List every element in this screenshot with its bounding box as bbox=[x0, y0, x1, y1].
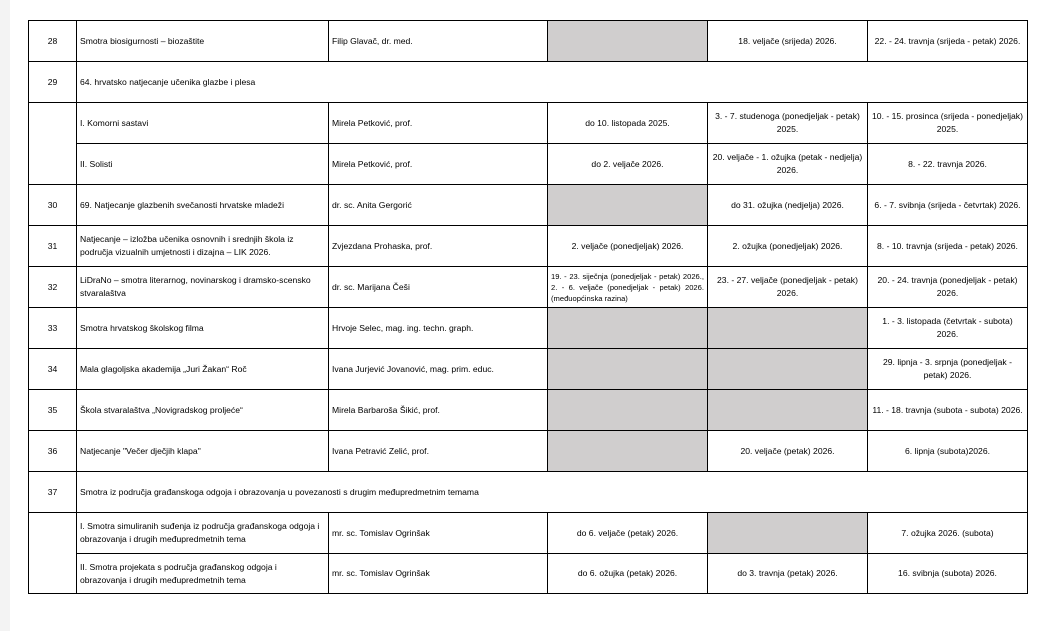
regional-level-date: 18. veljače (srijeda) 2026. bbox=[708, 21, 868, 62]
school-level-date: do 6. veljače (petak) 2026. bbox=[548, 513, 708, 554]
school-level-date: do 10. listopada 2025. bbox=[548, 103, 708, 144]
national-level-date: 11. - 18. travnja (subota - subota) 2026. bbox=[868, 390, 1028, 431]
regional-level-date: 20. veljače - 1. ožujka (petak - nedjelja) 2026. bbox=[708, 144, 868, 185]
row-number: 34 bbox=[29, 349, 77, 390]
regional-level-date: do 31. ožujka (nedjelja) 2026. bbox=[708, 185, 868, 226]
coordinator: Ivana Petravić Zelić, prof. bbox=[329, 431, 548, 472]
school-level-date: do 6. ožujka (petak) 2026. bbox=[548, 554, 708, 594]
row-number-empty bbox=[29, 513, 77, 594]
table-row bbox=[29, 390, 1028, 431]
coordinator: Zvjezdana Prohaska, prof. bbox=[329, 226, 548, 267]
competition-name: Smotra hrvatskog školskog filma bbox=[77, 308, 329, 349]
competition-name: LiDraNo – smotra literarnog, novinarskog i dramsko-scensko stvaralaštva bbox=[77, 267, 329, 308]
competition-name: Mala glagoljska akademija „Juri Žakan“ Roč bbox=[77, 349, 329, 390]
table-row bbox=[29, 267, 1028, 308]
school-level-date bbox=[548, 21, 708, 62]
row-number: 33 bbox=[29, 308, 77, 349]
school-level-date bbox=[548, 308, 708, 349]
regional-level-date: 3. - 7. studenoga (ponedjeljak - petak) 2025. bbox=[708, 103, 868, 144]
table-row bbox=[29, 226, 1028, 267]
competition-name: Smotra iz područja građanskoga odgoja i obrazovanja u povezanosti s drugim međupredmetnim temama bbox=[77, 472, 1028, 513]
coordinator: Mirela Petković, prof. bbox=[329, 144, 548, 185]
national-level-date: 7. ožujka 2026. (subota) bbox=[868, 513, 1028, 554]
competition-name: Natjecanje "Večer dječjih klapa" bbox=[77, 431, 329, 472]
school-level-date: do 2. veljače 2026. bbox=[548, 144, 708, 185]
document-page bbox=[10, 0, 1055, 631]
table-row bbox=[29, 431, 1028, 472]
regional-level-date: 2. ožujka (ponedjeljak) 2026. bbox=[708, 226, 868, 267]
national-level-date: 8. - 22. travnja 2026. bbox=[868, 144, 1028, 185]
school-level-date: 2. veljače (ponedjeljak) 2026. bbox=[548, 226, 708, 267]
regional-level-date: 20. veljače (petak) 2026. bbox=[708, 431, 868, 472]
table-row bbox=[29, 472, 1028, 513]
national-level-date: 6. lipnja (subota)2026. bbox=[868, 431, 1028, 472]
national-level-date: 20. - 24. travnja (ponedjeljak - petak) 2026. bbox=[868, 267, 1028, 308]
table-row bbox=[29, 308, 1028, 349]
regional-level-date: 23. - 27. veljače (ponedjeljak - petak) 2026. bbox=[708, 267, 868, 308]
coordinator: mr. sc. Tomislav Ogrinšak bbox=[329, 554, 548, 594]
national-level-date: 1. - 3. listopada (četvrtak - subota) 2026. bbox=[868, 308, 1028, 349]
competition-name: Smotra biosigurnosti – biozaštite bbox=[77, 21, 329, 62]
table-row bbox=[29, 513, 1028, 554]
row-number: 29 bbox=[29, 62, 77, 103]
table-row bbox=[29, 554, 1028, 594]
competition-name: 64. hrvatsko natjecanje učenika glazbe i plesa bbox=[77, 62, 1028, 103]
national-level-date: 8. - 10. travnja (srijeda - petak) 2026. bbox=[868, 226, 1028, 267]
competition-name: 69. Natjecanje glazbenih svečanosti hrvatske mladeži bbox=[77, 185, 329, 226]
competition-name: II. Solisti bbox=[77, 144, 329, 185]
row-number: 32 bbox=[29, 267, 77, 308]
regional-level-date bbox=[708, 349, 868, 390]
table-row bbox=[29, 103, 1028, 144]
coordinator: Filip Glavač, dr. med. bbox=[329, 21, 548, 62]
regional-level-date bbox=[708, 513, 868, 554]
national-level-date: 29. lipnja - 3. srpnja (ponedjeljak - petak) 2026. bbox=[868, 349, 1028, 390]
coordinator: Mirela Barbaroša Šikić, prof. bbox=[329, 390, 548, 431]
table-row bbox=[29, 62, 1028, 103]
school-level-date bbox=[548, 390, 708, 431]
table-row bbox=[29, 185, 1028, 226]
coordinator: Mirela Petković, prof. bbox=[329, 103, 548, 144]
regional-level-date: do 3. travnja (petak) 2026. bbox=[708, 554, 868, 594]
row-number: 36 bbox=[29, 431, 77, 472]
school-level-date bbox=[548, 431, 708, 472]
school-level-date: 19. - 23. siječnja (ponedjeljak - petak) 2026., 2. - 6. veljače (ponedjeljak - petak) 2026. (međuopćinska razina) bbox=[548, 267, 708, 308]
competition-name: Natjecanje – izložba učenika osnovnih i srednjih škola iz područja vizualnih umjetnosti i dizajna – LIK 2026. bbox=[77, 226, 329, 267]
table-row bbox=[29, 349, 1028, 390]
coordinator: dr. sc. Anita Gergorić bbox=[329, 185, 548, 226]
coordinator: Hrvoje Selec, mag. ing. techn. graph. bbox=[329, 308, 548, 349]
competition-name: I. Komorni sastavi bbox=[77, 103, 329, 144]
row-number: 35 bbox=[29, 390, 77, 431]
row-number-empty bbox=[29, 103, 77, 185]
coordinator: dr. sc. Marijana Češi bbox=[329, 267, 548, 308]
competition-name: II. Smotra projekata s područja građanskog odgoja i obrazovanja i drugih međupredmetnih tema bbox=[77, 554, 329, 594]
school-level-date bbox=[548, 349, 708, 390]
table-row bbox=[29, 144, 1028, 185]
coordinator: Ivana Jurjević Jovanović, mag. prim. educ. bbox=[329, 349, 548, 390]
regional-level-date bbox=[708, 308, 868, 349]
national-level-date: 10. - 15. prosinca (srijeda - ponedjeljak) 2025. bbox=[868, 103, 1028, 144]
row-number: 28 bbox=[29, 21, 77, 62]
competition-name: Škola stvaralaštva „Novigradskog proljeće“ bbox=[77, 390, 329, 431]
national-level-date: 16. svibnja (subota) 2026. bbox=[868, 554, 1028, 594]
national-level-date: 6. - 7. svibnja (srijeda - četvrtak) 2026. bbox=[868, 185, 1028, 226]
national-level-date: 22. - 24. travnja (srijeda - petak) 2026. bbox=[868, 21, 1028, 62]
table-row bbox=[29, 21, 1028, 62]
regional-level-date bbox=[708, 390, 868, 431]
coordinator: mr. sc. Tomislav Ogrinšak bbox=[329, 513, 548, 554]
row-number: 37 bbox=[29, 472, 77, 513]
school-level-date bbox=[548, 185, 708, 226]
competition-name: I. Smotra simuliranih suđenja iz područja građanskoga odgoja i obrazovanja i drugih međupredmetnih tema bbox=[77, 513, 329, 554]
competitions-table bbox=[28, 20, 1028, 594]
row-number: 30 bbox=[29, 185, 77, 226]
row-number: 31 bbox=[29, 226, 77, 267]
